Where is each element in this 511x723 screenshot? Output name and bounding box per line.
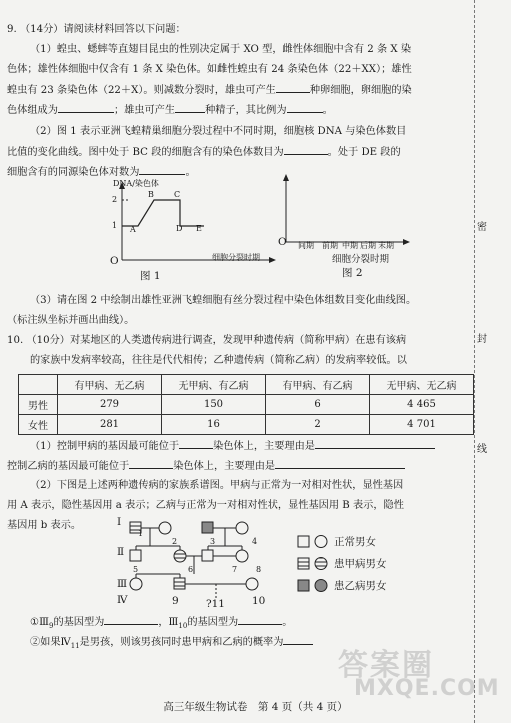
generation-label: Ⅳ bbox=[117, 594, 128, 606]
individual-label: 4 bbox=[252, 537, 258, 546]
table-cell: 150 bbox=[162, 395, 266, 415]
pedigree-chart bbox=[110, 512, 300, 610]
answer-blank[interactable] bbox=[175, 100, 205, 113]
q10-subquestion-1: $①Ⅲ_9$的基因型为 ，$Ⅲ_{10}$的基因型为 。 bbox=[30, 612, 292, 636]
individual-label: 8 bbox=[256, 565, 262, 574]
table-cell: 279 bbox=[58, 395, 162, 415]
answer-blank[interactable] bbox=[179, 436, 213, 449]
figure-1-point-e: E bbox=[196, 224, 202, 233]
figure-1-point-a: A bbox=[130, 225, 136, 234]
q10-text: （1）控制甲病的基因最可能位于 染色体上，主要理由是 bbox=[30, 436, 435, 457]
individual-label: 7 bbox=[232, 565, 238, 574]
individual-label: 9 bbox=[172, 595, 179, 607]
individual-label: 6 bbox=[188, 565, 194, 574]
table-header-row bbox=[19, 375, 474, 395]
individual-label: ?11 bbox=[206, 598, 225, 610]
figure-1-point-c: C bbox=[174, 190, 181, 199]
q9-text: 色体组成为 ；雄虫可产生 种精子，其比例为 。 bbox=[7, 100, 333, 121]
individual-label: 5 bbox=[133, 565, 139, 574]
answer-blank[interactable] bbox=[284, 142, 328, 155]
table-cell: 男性 bbox=[19, 395, 58, 415]
individual-label: 3 bbox=[210, 537, 216, 546]
figure-1-origin: O bbox=[110, 255, 119, 267]
individual-label: 1 bbox=[138, 529, 144, 538]
answer-blank[interactable] bbox=[287, 100, 323, 113]
page-footer: 高三年级生物试卷 第 4 页（共 4 页） bbox=[163, 701, 348, 713]
q10-text: 用 A 表示，隐性基因用 a 表示；乙病与正常为一对相对性状，显性基因用 B 表示，隐性 bbox=[7, 500, 404, 511]
table-row bbox=[19, 415, 474, 435]
table-header: 无甲病、无乙病 bbox=[370, 375, 474, 395]
table-header: 有甲病、无乙病 bbox=[58, 375, 162, 395]
figure-1-ytick: 2 bbox=[112, 195, 118, 204]
table-cell: 6 bbox=[266, 395, 370, 415]
disease-stats-table bbox=[18, 374, 474, 435]
table-header: 无甲病、有乙病 bbox=[162, 375, 266, 395]
figure-1-ylabel: DNA/染色体 bbox=[113, 179, 159, 188]
figure-2-xlabel: 细胞分裂时期 bbox=[332, 254, 390, 265]
legend-disease-a: 患甲病男女 bbox=[334, 558, 387, 570]
answer-blank[interactable] bbox=[276, 80, 310, 93]
figure-1-ytick: 1 bbox=[112, 221, 118, 230]
answer-blank[interactable] bbox=[58, 100, 114, 113]
individual-label: 2 bbox=[172, 537, 178, 546]
table-cell: 281 bbox=[58, 415, 162, 435]
legend-normal: 正常男女 bbox=[334, 536, 376, 548]
pedigree-legend-symbols bbox=[296, 532, 330, 596]
q10-title: 10. （10分）对某地区的人类遗传病进行调查，发现甲种遗传病（简称甲病）在患有该病 bbox=[7, 335, 407, 346]
table-cell: 4 701 bbox=[370, 415, 474, 435]
answer-blank[interactable] bbox=[275, 456, 405, 469]
answer-blank[interactable] bbox=[238, 612, 282, 625]
q9-text: 比值的变化曲线。图中处于 BC 段的细胞含有的染色体数目为 。处于 DE 段的 bbox=[7, 142, 401, 163]
q9-text: （2）图 1 表示亚洲飞蝗精巢细胞分裂过程中不同时期，细胞核 DNA 与染色体数目 bbox=[30, 126, 407, 137]
answer-blank[interactable] bbox=[315, 436, 435, 449]
figure-2-xtick: 后期 bbox=[360, 241, 376, 250]
side-label-feng: 封 bbox=[477, 334, 487, 345]
q9-text: （1）蝗虫、蟋蟀等直翅目昆虫的性别决定属于 XO 型，雌性体细胞中含有 2 条 X 染 bbox=[30, 44, 412, 55]
q10-subquestion-2: ②如果$Ⅳ_{11}$是男孩，则该男孩同时患甲病和乙病的概率为 bbox=[30, 632, 313, 656]
q10-text: （2）下图是上述两种遗传病的家族系谱图。甲病与正常为一对相对性状，显性基因 bbox=[30, 480, 404, 491]
figure-1-caption: 图 1 bbox=[140, 270, 161, 282]
table-header: 有甲病、有乙病 bbox=[266, 375, 370, 395]
side-label-xian: 线 bbox=[477, 444, 487, 455]
generation-label: Ⅰ bbox=[117, 516, 122, 528]
q10-text: 控制乙病的基因最可能位于 染色体上，主要理由是 bbox=[7, 456, 405, 477]
figure-2-xtick: 前期 bbox=[322, 241, 338, 250]
figure-2-caption: 图 2 bbox=[342, 267, 363, 279]
answer-blank[interactable] bbox=[104, 612, 158, 625]
legend-disease-b: 患乙病男女 bbox=[334, 580, 387, 592]
figure-2-origin: O bbox=[278, 236, 287, 248]
table-cell: 4 465 bbox=[370, 395, 474, 415]
table-header bbox=[19, 375, 58, 395]
table-cell: 女性 bbox=[19, 415, 58, 435]
watermark-logo: 答案圈 bbox=[338, 648, 434, 683]
q9-text: 蝗虫有 23 条染色体（22＋X）。则减数分裂时，雄虫可产生 种卵细胞，卵细胞的染 bbox=[7, 80, 412, 101]
binding-line bbox=[474, 0, 475, 723]
generation-label: Ⅱ bbox=[117, 546, 125, 558]
q9-title: 9. （14分）请阅读材料回答以下问题： bbox=[7, 24, 186, 35]
figure-1-point-b: B bbox=[148, 190, 154, 199]
answer-blank[interactable] bbox=[283, 632, 313, 645]
generation-label: Ⅲ bbox=[117, 578, 128, 590]
watermark-url: MXQE.COM bbox=[354, 676, 500, 701]
q9-text: 色体；雄性体细胞中仅含有 1 条 X 染色体。如雌性蝗虫有 24 条染色体（22＋XX）；雄性 bbox=[7, 64, 412, 75]
figure-1-point-d: D bbox=[176, 224, 183, 233]
q10-text: 基因用 b 表示。 bbox=[7, 520, 82, 531]
q9-text: 细胞含有的同源染色体对数为 。 bbox=[7, 162, 196, 183]
table-cell: 16 bbox=[162, 415, 266, 435]
figure-2-xtick: 中期 bbox=[342, 241, 358, 250]
figure-2-xtick: 间期 bbox=[298, 241, 314, 250]
answer-blank[interactable] bbox=[139, 162, 185, 175]
individual-label: 10 bbox=[252, 595, 266, 607]
table-row bbox=[19, 395, 474, 415]
side-label-mi: 密 bbox=[477, 222, 487, 233]
figure-1-xlabel: 细胞分裂时期 bbox=[212, 253, 260, 262]
q9-text: （3）请在图 2 中绘制出雄性亚洲飞蝗细胞有丝分裂过程中染色体组数目变化曲线图。 bbox=[30, 295, 417, 306]
answer-blank[interactable] bbox=[129, 456, 173, 469]
table-cell: 2 bbox=[266, 415, 370, 435]
q9-text: （标注纵坐标并画出曲线）。 bbox=[7, 315, 135, 326]
figure-2-xtick: 末期 bbox=[378, 241, 394, 250]
q10-text: 的家族中发病率较高，往往是代代相传；乙种遗传病（简称乙病）的发病率较低。以 bbox=[30, 355, 407, 366]
